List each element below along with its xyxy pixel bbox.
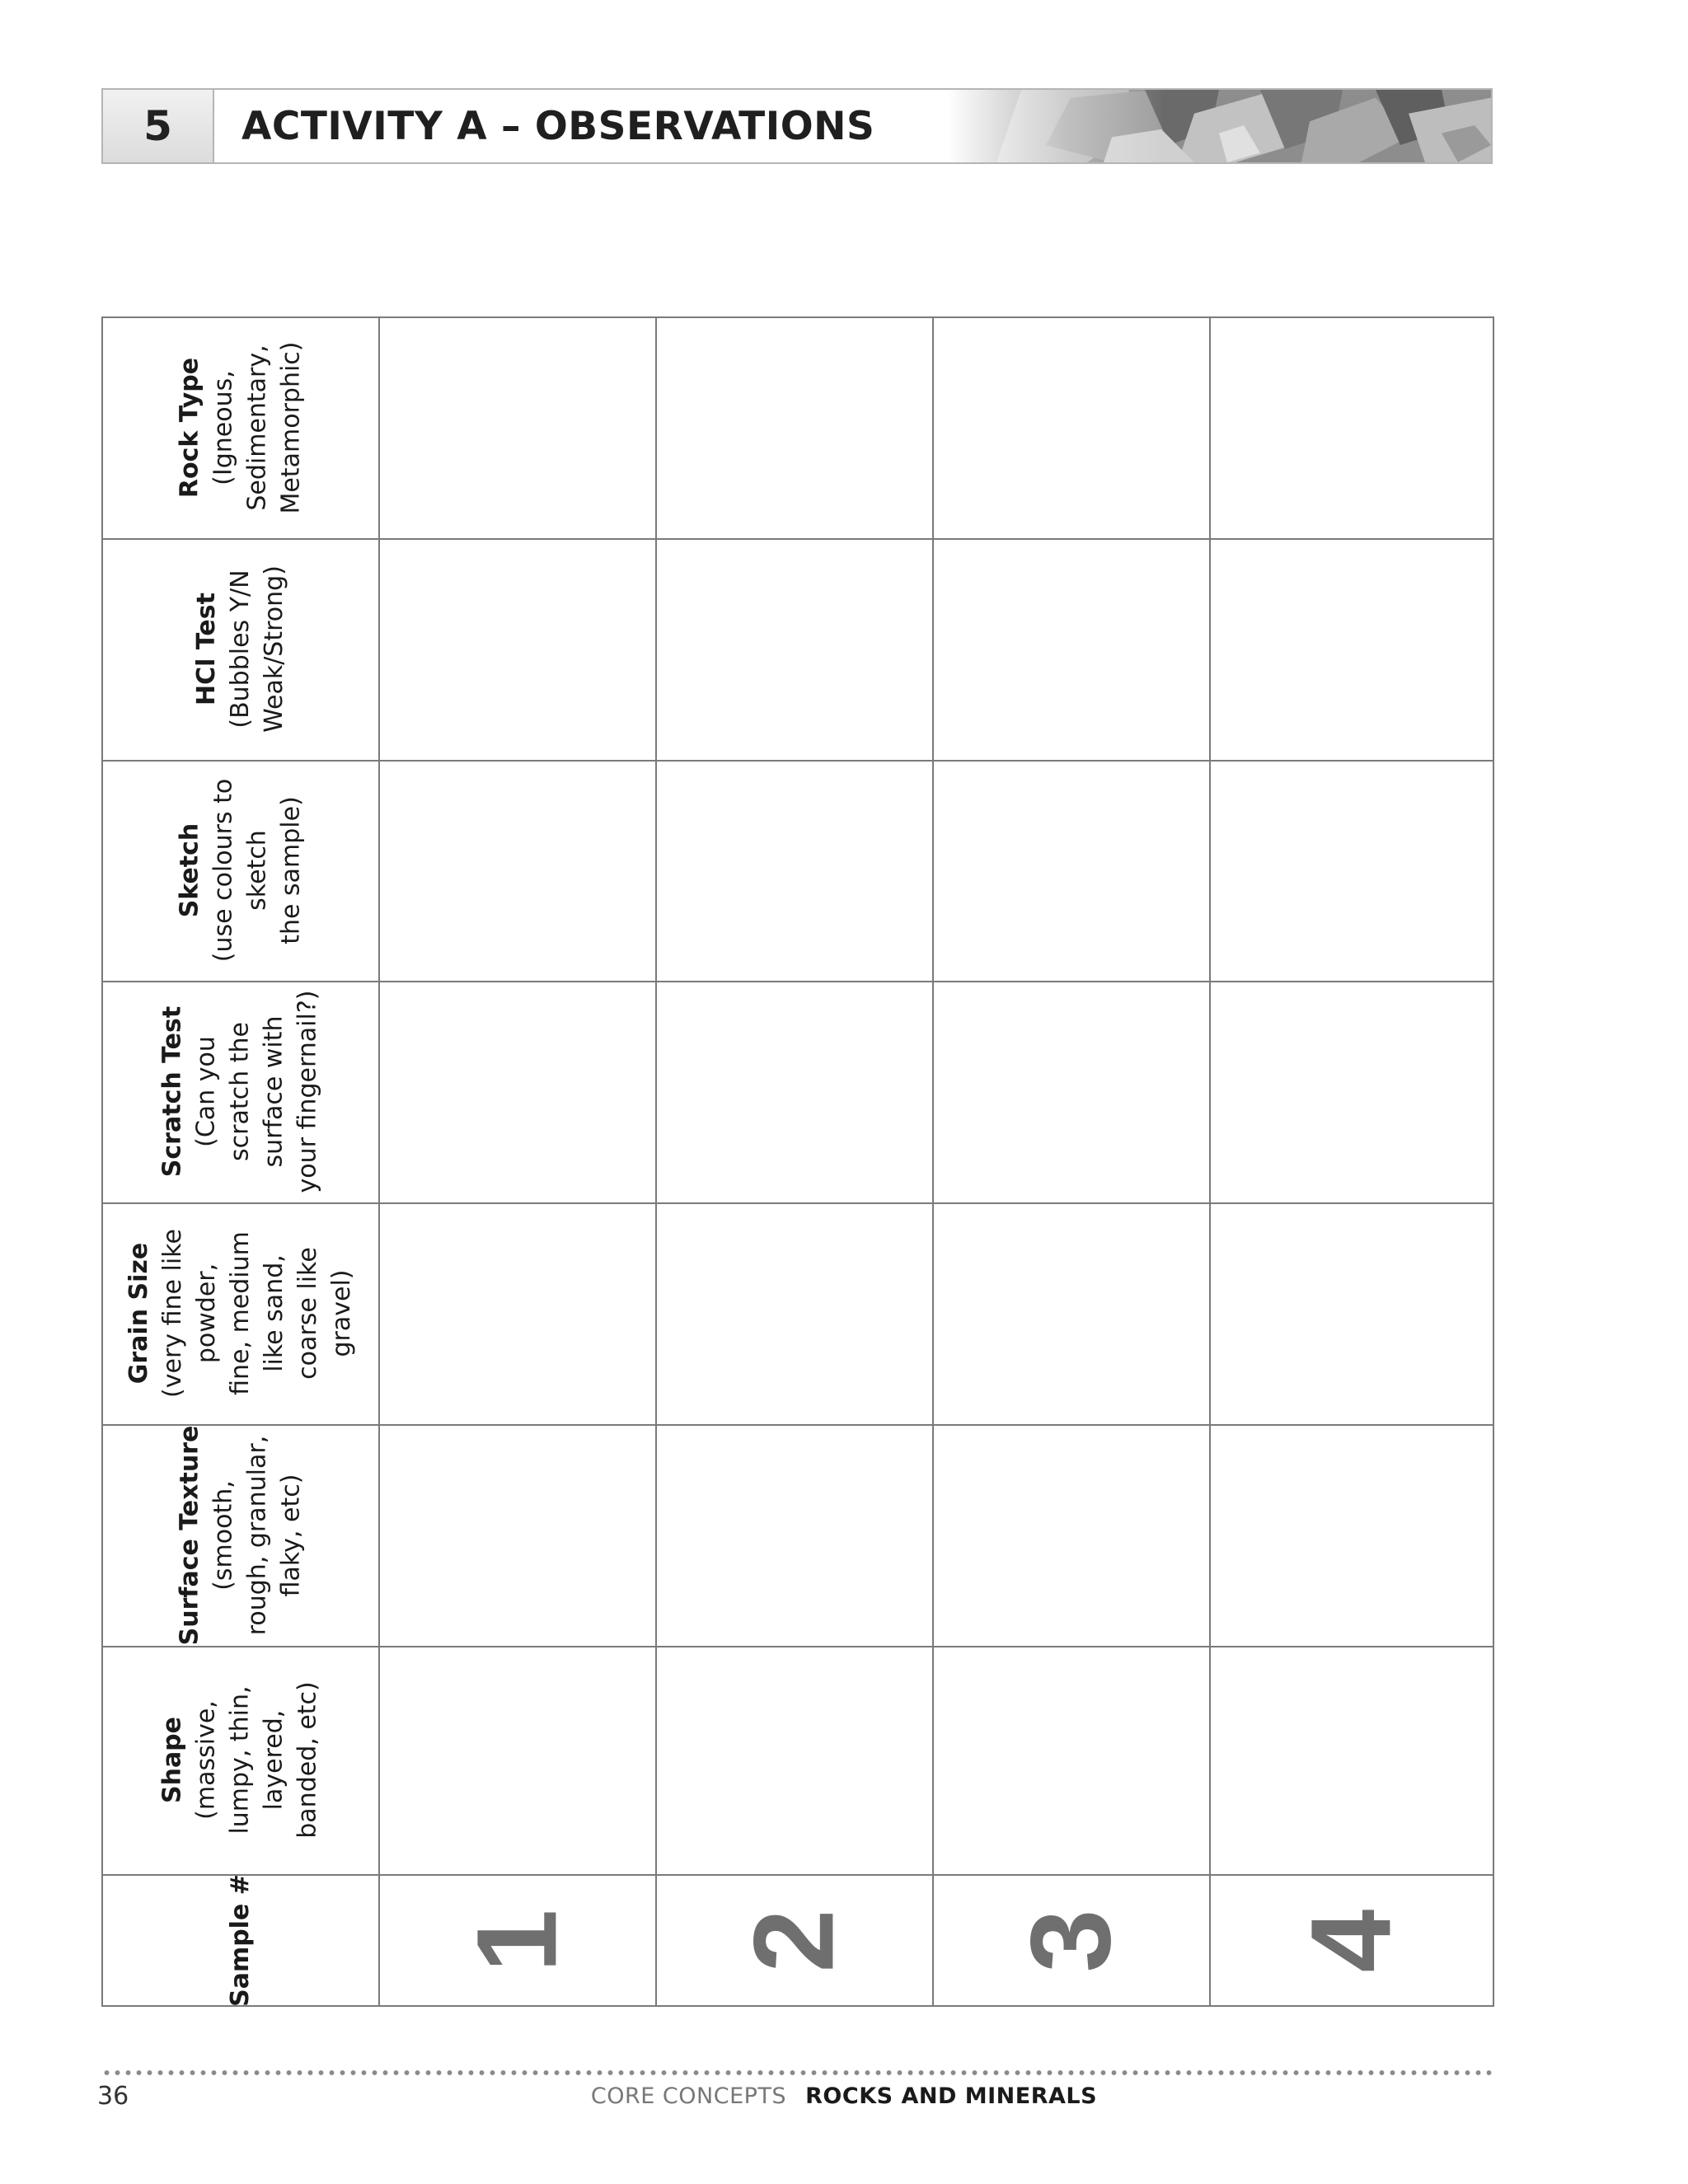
- sample-number-text: 4: [1287, 1909, 1414, 1972]
- answer-area[interactable]: [380, 318, 1493, 1874]
- header-scratch-test: [101, 981, 378, 1202]
- observation-table: [101, 316, 1494, 2007]
- sample-number-text: 3: [1007, 1909, 1134, 1972]
- page-number: 36: [97, 2082, 129, 2111]
- header-surface-texture: [101, 1424, 378, 1646]
- header-title: Shape: [157, 1716, 187, 1804]
- header-title: Surface Texture: [175, 1425, 204, 1645]
- header-desc-line: Weak/Strong): [259, 565, 288, 733]
- running-title: [0, 2083, 1688, 2109]
- header-hcl-test: [101, 538, 378, 760]
- section-banner: [101, 88, 1493, 164]
- header-desc-line: your fingernail?): [293, 990, 322, 1193]
- header-desc-line: (very fine like: [157, 1229, 187, 1398]
- header-desc-line: (Can you: [191, 1036, 221, 1147]
- header-desc-line: (Igneous,: [209, 369, 237, 485]
- header-desc-line: Metamorphic): [276, 341, 305, 513]
- sample-number-3: [932, 1874, 1209, 2007]
- header-desc-line: gravel): [326, 1269, 356, 1357]
- header-desc-line: Sedimentary,: [242, 344, 271, 511]
- header-title: Sketch: [174, 823, 204, 918]
- header-title: Sample #: [225, 1874, 255, 2007]
- header-sketch: [101, 760, 378, 981]
- header-sample-number: [101, 1874, 378, 2007]
- header-rock-type: [101, 316, 378, 538]
- header-desc-line: fine, medium: [225, 1231, 255, 1395]
- header-desc-line: the sample): [275, 796, 305, 944]
- header-desc-line: (use colours to: [208, 778, 237, 963]
- header-grain-size: [101, 1202, 378, 1424]
- sample-number-text: 2: [730, 1909, 857, 1972]
- header-title: HCl Test: [191, 593, 221, 705]
- series-name: CORE CONCEPTS: [590, 2083, 787, 2109]
- header-desc-line: surface with: [259, 1015, 288, 1168]
- header-desc-line: like sand,: [259, 1254, 288, 1372]
- header-desc-line: powder,: [191, 1263, 221, 1364]
- header-title: Scratch Test: [157, 1005, 187, 1178]
- sample-number-text: 1: [453, 1909, 580, 1972]
- header-desc-line: rough, granular,: [242, 1435, 271, 1635]
- header-desc-line: layered,: [259, 1709, 288, 1811]
- header-desc-line: (smooth,: [209, 1479, 237, 1591]
- sample-number-1: [378, 1874, 655, 2007]
- footer-divider: [101, 2069, 1494, 2076]
- rocks-photo-image: [947, 90, 1491, 162]
- header-desc-line: flaky, etc): [276, 1474, 305, 1596]
- sample-number-4: [1209, 1874, 1493, 2007]
- header-desc-line: banded, etc): [293, 1681, 322, 1839]
- activity-title: ACTIVITY A – OBSERVATIONS: [241, 103, 875, 149]
- header-desc-line: (Bubbles Y/N: [225, 569, 255, 729]
- grid-line: [1493, 316, 1494, 2007]
- header-desc-line: sketch: [241, 830, 271, 911]
- header-desc-line: coarse like: [293, 1247, 322, 1380]
- header-desc-line: scratch the: [225, 1022, 255, 1161]
- sample-number-2: [655, 1874, 932, 2007]
- header-title: Grain Size: [124, 1242, 153, 1385]
- header-desc-line: (massive,: [191, 1700, 221, 1820]
- header-desc-line: lumpy, thin,: [225, 1685, 255, 1835]
- header-shape: [101, 1646, 378, 1874]
- book-title: ROCKS AND MINERALS: [805, 2083, 1098, 2109]
- section-number: 5: [103, 90, 214, 162]
- header-title: Rock Type: [175, 357, 204, 498]
